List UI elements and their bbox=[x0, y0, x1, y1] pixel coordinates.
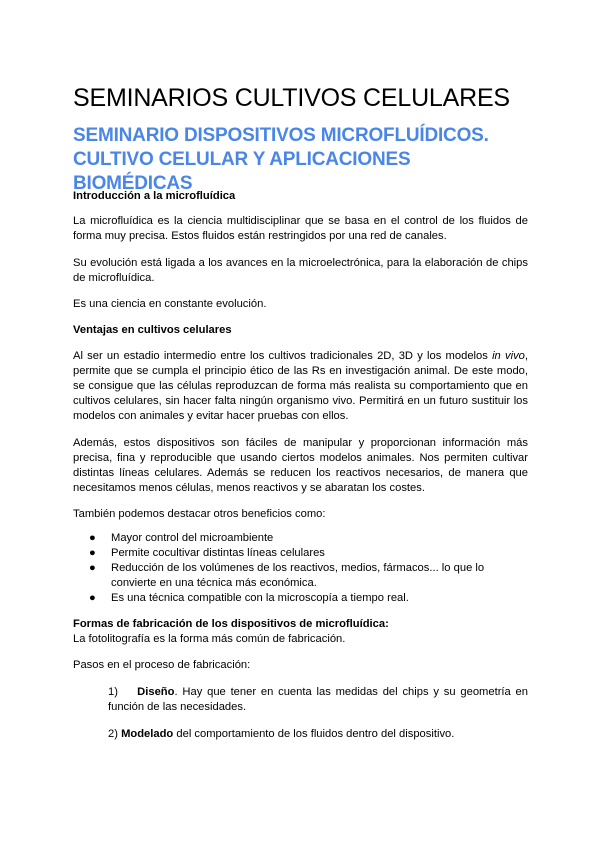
advantages-text-a: Al ser un estadio intermedio entre los cultivos tradicionales 2D, 3D y los modelos bbox=[73, 350, 493, 362]
list-item bbox=[73, 546, 528, 561]
document-title: SEMINARIOS CULTIVOS CELULARES bbox=[73, 84, 510, 112]
fabrication-step-2 bbox=[108, 727, 528, 742]
fabrication-step-1 bbox=[108, 685, 528, 715]
advantages-paragraph-1 bbox=[73, 349, 528, 424]
intro-paragraph-3: Es una ciencia en constante evolución. bbox=[73, 298, 267, 310]
step-number: 2) bbox=[108, 728, 118, 740]
list-item bbox=[73, 561, 528, 591]
list-item-text: Es una técnica compatible con la microscopía a tiempo real. bbox=[111, 592, 409, 604]
bullet-icon: ● bbox=[89, 592, 96, 604]
advantages-text-b: , permite que se cumpla el principio ético de las Rs en investigación animal. De este modo, se consigue que las células reproduzcan de forma más realista su comportamiento que en cultivos celulares, sin hacer falta ningún organismo vivo. Permitirá en un futuro sustituir los modelos con animales y evitar hacer pruebas con ellos. bbox=[73, 350, 528, 422]
step-bold-term: Modelado bbox=[121, 728, 174, 740]
list-item bbox=[73, 531, 528, 546]
section-heading-intro: Introducción a la microfluídica bbox=[73, 190, 236, 202]
step-text: del comportamiento de los fluidos dentro del dispositivo. bbox=[173, 728, 455, 740]
advantages-paragraph-2: Además, estos dispositivos son fáciles de manipular y proporcionan información más precisa, fina y reproducible que usando ciertos modelos animales. Nos permiten cultivar distintas líneas celulares. Además se reducen los reactivos necesarios, de manera que necesitamos menos células, menos reactivos y se abaratan los costes. bbox=[73, 437, 528, 494]
fabrication-paragraph-2: Pasos en el proceso de fabricación: bbox=[73, 659, 251, 671]
seminar-subtitle: SEMINARIO DISPOSITIVOS MICROFLUÍDICOS. CULTIVO CELULAR Y APLICACIONES BIOMÉDICAS bbox=[73, 125, 489, 194]
section-heading-advantages: Ventajas en cultivos celulares bbox=[73, 324, 232, 336]
step-number: 1) bbox=[108, 686, 118, 698]
list-item bbox=[73, 591, 528, 606]
list-item-text: Reducción de los volúmenes de los reactivos, medios, fármacos... lo que lo convierte en una técnica más económica. bbox=[111, 562, 485, 589]
advantages-text-italic: in vivo bbox=[492, 350, 525, 362]
bullet-icon: ● bbox=[89, 547, 96, 559]
section-heading-fabrication: Formas de fabricación de los dispositivos de microfluídica: bbox=[73, 618, 389, 630]
list-item-text: Mayor control del microambiente bbox=[111, 532, 274, 544]
fabrication-paragraph-1: La fotolitografía es la forma más común de fabricación. bbox=[73, 633, 346, 645]
bullet-icon: ● bbox=[89, 532, 96, 544]
benefits-list bbox=[73, 531, 528, 606]
bullet-icon: ● bbox=[89, 562, 96, 574]
list-item-text: Permite cocultivar distintas líneas celulares bbox=[111, 547, 325, 559]
intro-paragraph-2: Su evolución está ligada a los avances en la microelectrónica, para la elaboración de chips de microfluídica. bbox=[73, 257, 528, 284]
step-bold-term: Diseño bbox=[137, 686, 175, 698]
intro-paragraph-1: La microfluídica es la ciencia multidisciplinar que se basa en el control de los fluidos de forma muy precisa. Estos fluidos están restringidos por una red de canales. bbox=[73, 215, 528, 242]
step-text: . Hay que tener en cuenta las medidas del chips y su geometría en función de las necesidades. bbox=[108, 686, 528, 713]
advantages-paragraph-3: También podemos destacar otros beneficios como: bbox=[73, 508, 326, 520]
